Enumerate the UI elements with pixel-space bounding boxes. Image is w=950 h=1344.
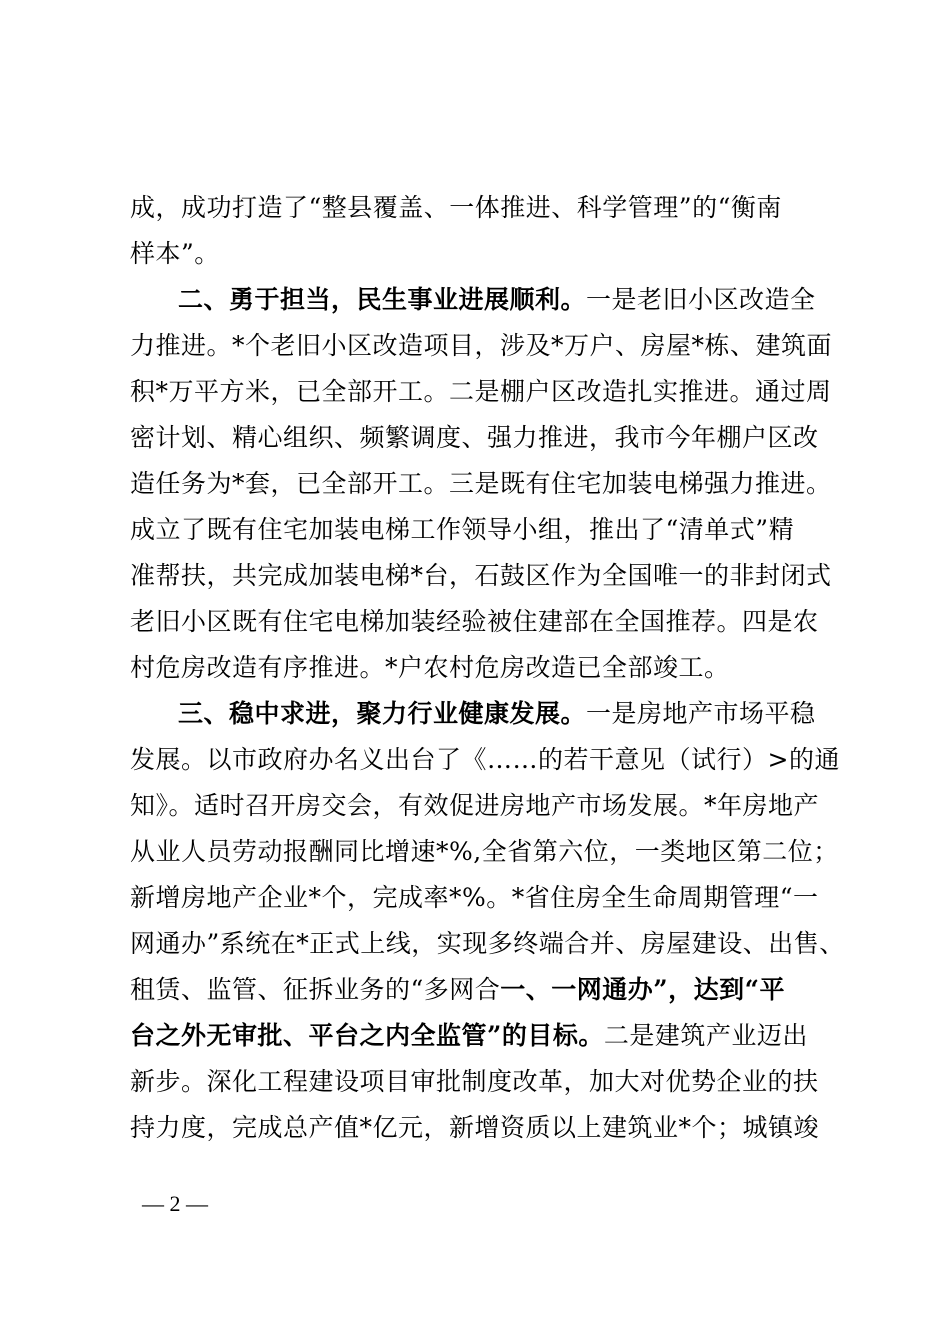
bold-text-span: 台之外无审批、平台之内全监管”的目标。 [130, 1021, 604, 1050]
text-span: 租赁、监管、征拆业务的“多网合 [130, 975, 501, 1004]
text-line: 积*万平方米，已全部开工。二是棚户区改造扎实推进。通过周 [130, 377, 832, 406]
text-line: 密计划、精心组织、频繁调度、强力推进，我市今年棚户区改 [130, 423, 819, 452]
text-line: 从业人员劳动报酬同比增速*%,全省第六位，一类地区第二位； [130, 837, 839, 866]
text-line: 力推进。*个老旧小区改造项目，涉及*万户、房屋*栋、建筑面 [130, 331, 833, 360]
paragraph-2-first-line [178, 285, 830, 315]
section-heading-2: 二、勇于担当，民生事业进展顺利。 [178, 285, 587, 314]
text-span: 一是房地产市场平稳 [586, 699, 816, 728]
text-line: 造任务为*套，已全部开工。三是既有住宅加装电梯强力推进。 [130, 469, 832, 498]
text-line [130, 975, 830, 1005]
section-heading-3: 三、稳中求进，聚力行业健康发展。 [178, 699, 587, 728]
text-line: 新步。深化工程建设项目审批制度改革，加大对优势企业的扶 [130, 1067, 819, 1096]
text-line: 新增房地产企业*个，完成率*%。*省住房全生命周期管理“一 [130, 883, 819, 912]
text-line: 成，成功打造了“整县覆盖、一体推进、科学管理”的“衡南 [130, 193, 782, 222]
text-line: 村危房改造有序推进。*户农村危房改造已全部竣工。 [130, 653, 730, 682]
text-line: 成立了既有住宅加装电梯工作领导小组，推出了“清单式”精 [130, 515, 795, 544]
text-line: 样本”。 [130, 239, 220, 268]
text-span: 二是建筑产业迈出 [603, 1021, 808, 1050]
text-line: 发展。以市政府办名义出台了《……的若干意见（试行）>的通 [130, 745, 840, 774]
text-line: 老旧小区既有住宅电梯加装经验被住建部在全国推荐。四是农 [130, 607, 819, 636]
bold-text-span: 一、一网通办”，达到“平 [500, 975, 786, 1004]
text-span: 一是老旧小区改造全 [586, 285, 816, 314]
page-number: — 2 — [142, 1191, 208, 1216]
paragraph-3-first-line [178, 699, 830, 729]
text-line: 持力度，完成总产值*亿元，新增资质以上建筑业*个；城镇竣 [130, 1113, 820, 1142]
text-line: 网通办”系统在*正式上线，实现多终端合并、房屋建设、出售、 [130, 929, 845, 958]
text-line: 知》。适时召开房交会，有效促进房地产市场发展。*年房地产 [130, 791, 820, 820]
text-line [130, 1021, 830, 1051]
text-line: 准帮扶，共完成加装电梯*台，石鼓区作为全国唯一的非封闭式 [130, 561, 832, 590]
